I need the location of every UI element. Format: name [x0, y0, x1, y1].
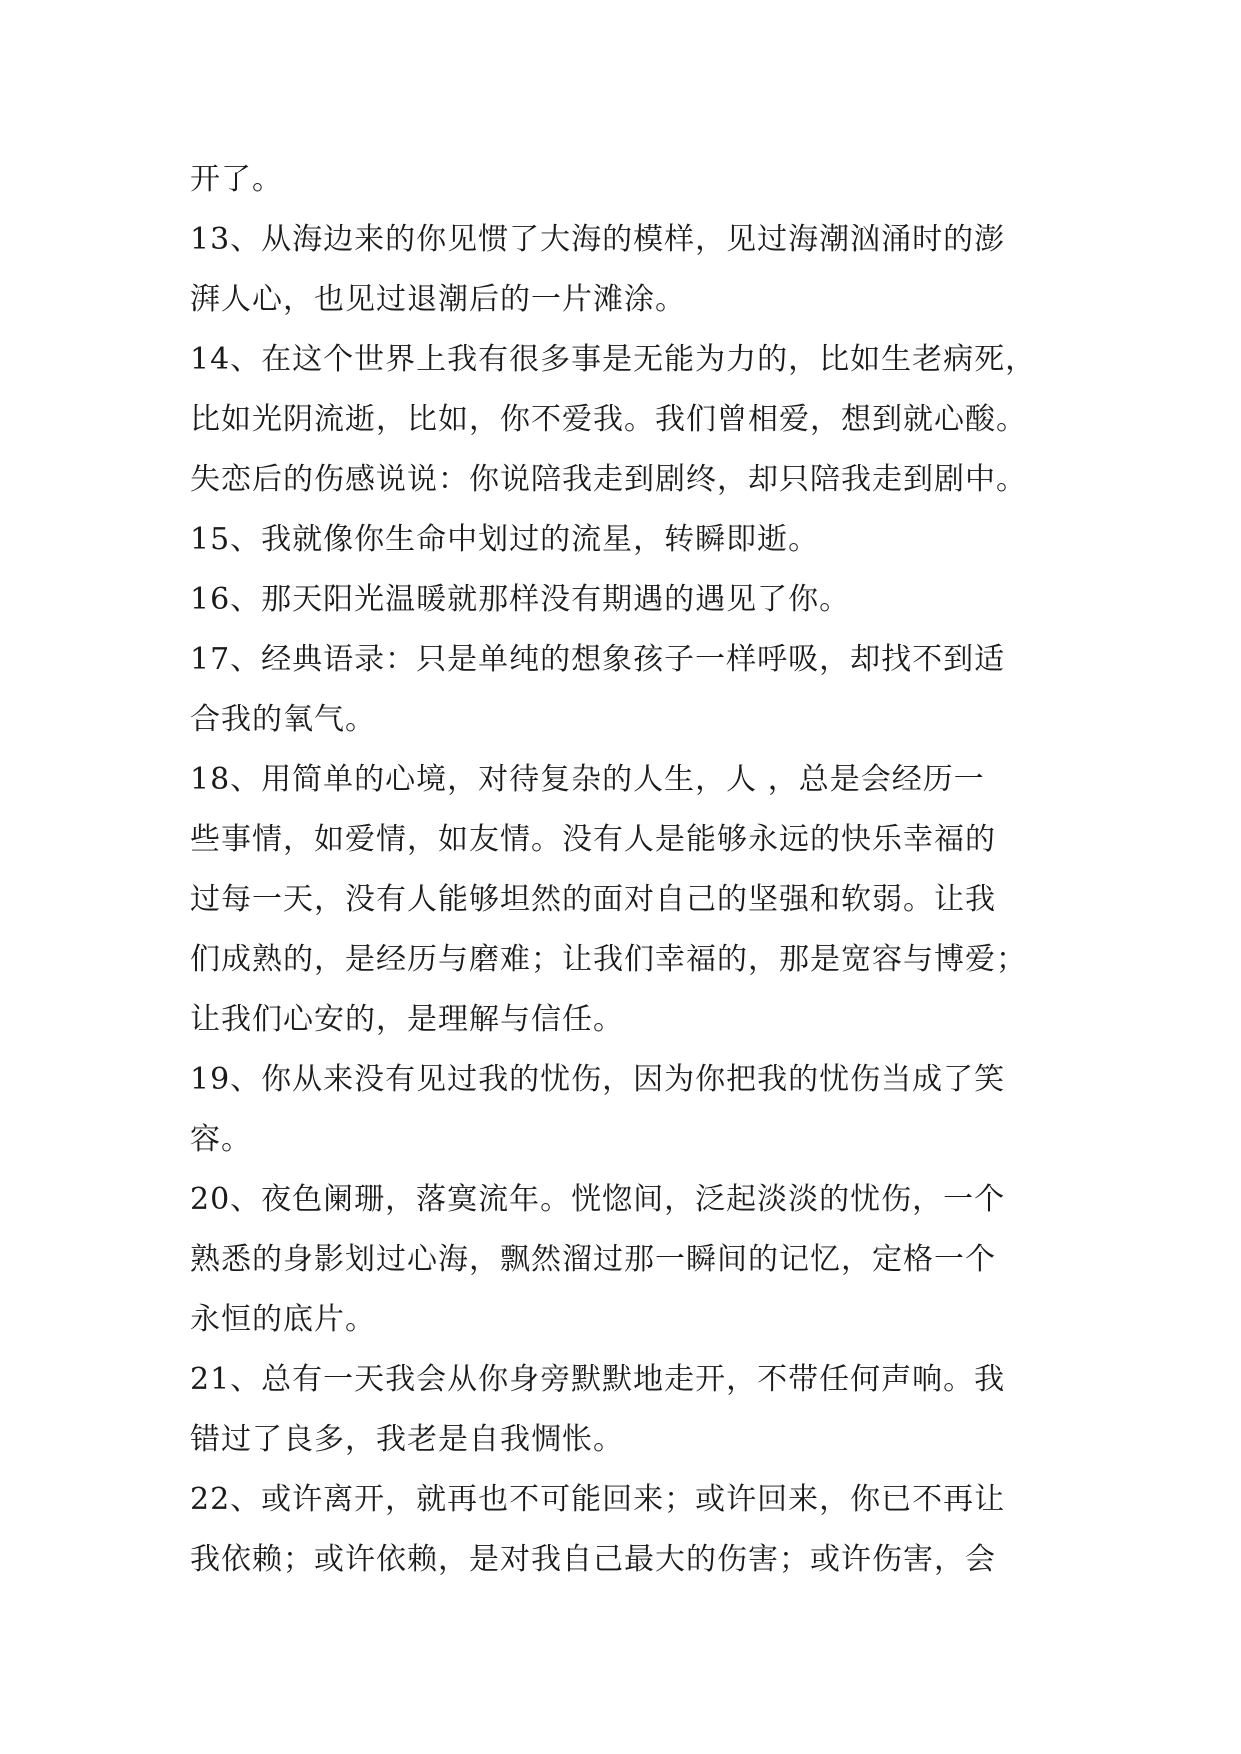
text-line: 16、那天阳光温暖就那样没有期遇的遇见了你。 — [190, 582, 851, 617]
text-line: 19、你从来没有见过我的忧伤，因为你把我的忧伤当成了笑 — [190, 1062, 1006, 1097]
text-line: 18、用简单的心境，对待复杂的人生，人 ，总是会经历一 — [190, 762, 985, 797]
text-line: 合我的氧气。 — [190, 702, 376, 737]
text-line: 熟悉的身影划过心海，飘然溜过那一瞬间的记忆，定格一个 — [190, 1242, 996, 1277]
text-line: 容。 — [190, 1122, 252, 1157]
text-line: 15、我就像你生命中划过的流星，转瞬即逝。 — [190, 522, 820, 557]
text-line: 失恋后的伤感说说：你说陪我走到剧终，却只陪我走到剧中。 — [190, 462, 1027, 497]
text-line: 们成熟的，是经历与磨难；让我们幸福的，那是宽容与博爱； — [190, 942, 1027, 977]
text-line: 错过了良多，我老是自我惆怅。 — [190, 1422, 624, 1457]
text-line: 22、或许离开，就再也不可能回来；或许回来，你已不再让 — [190, 1482, 1006, 1517]
text-line: 我依赖；或许依赖，是对我自己最大的伤害；或许伤害，会 — [190, 1542, 996, 1577]
text-line: 些事情，如爱情，如友情。没有人是能够永远的快乐幸福的 — [190, 822, 996, 857]
text-line: 21、总有一天我会从你身旁默默地走开，不带任何声响。我 — [190, 1362, 1006, 1397]
document-body — [190, 150, 1052, 1590]
text-line: 永恒的底片。 — [190, 1302, 376, 1337]
text-line: 让我们心安的，是理解与信任。 — [190, 1002, 624, 1037]
text-line: 14、在这个世界上我有很多事是无能为力的，比如生老病死， — [190, 342, 1037, 377]
text-line: 湃人心，也见过退潮后的一片滩涂。 — [190, 282, 686, 317]
text-line: 20、夜色阑珊，落寞流年。恍惚间，泛起淡淡的忧伤，一个 — [190, 1182, 1006, 1217]
text-line: 开了。 — [190, 162, 283, 197]
text-line: 比如光阴流逝，比如，你不爱我。我们曾相爱，想到就心酸。 — [190, 402, 1027, 437]
text-line: 17、经典语录：只是单纯的想象孩子一样呼吸，却找不到适 — [190, 642, 1006, 677]
text-line: 过每一天，没有人能够坦然的面对自己的坚强和软弱。让我 — [190, 882, 996, 917]
text-line: 13、从海边来的你见惯了大海的模样，见过海潮汹涌时的澎 — [190, 222, 1006, 257]
